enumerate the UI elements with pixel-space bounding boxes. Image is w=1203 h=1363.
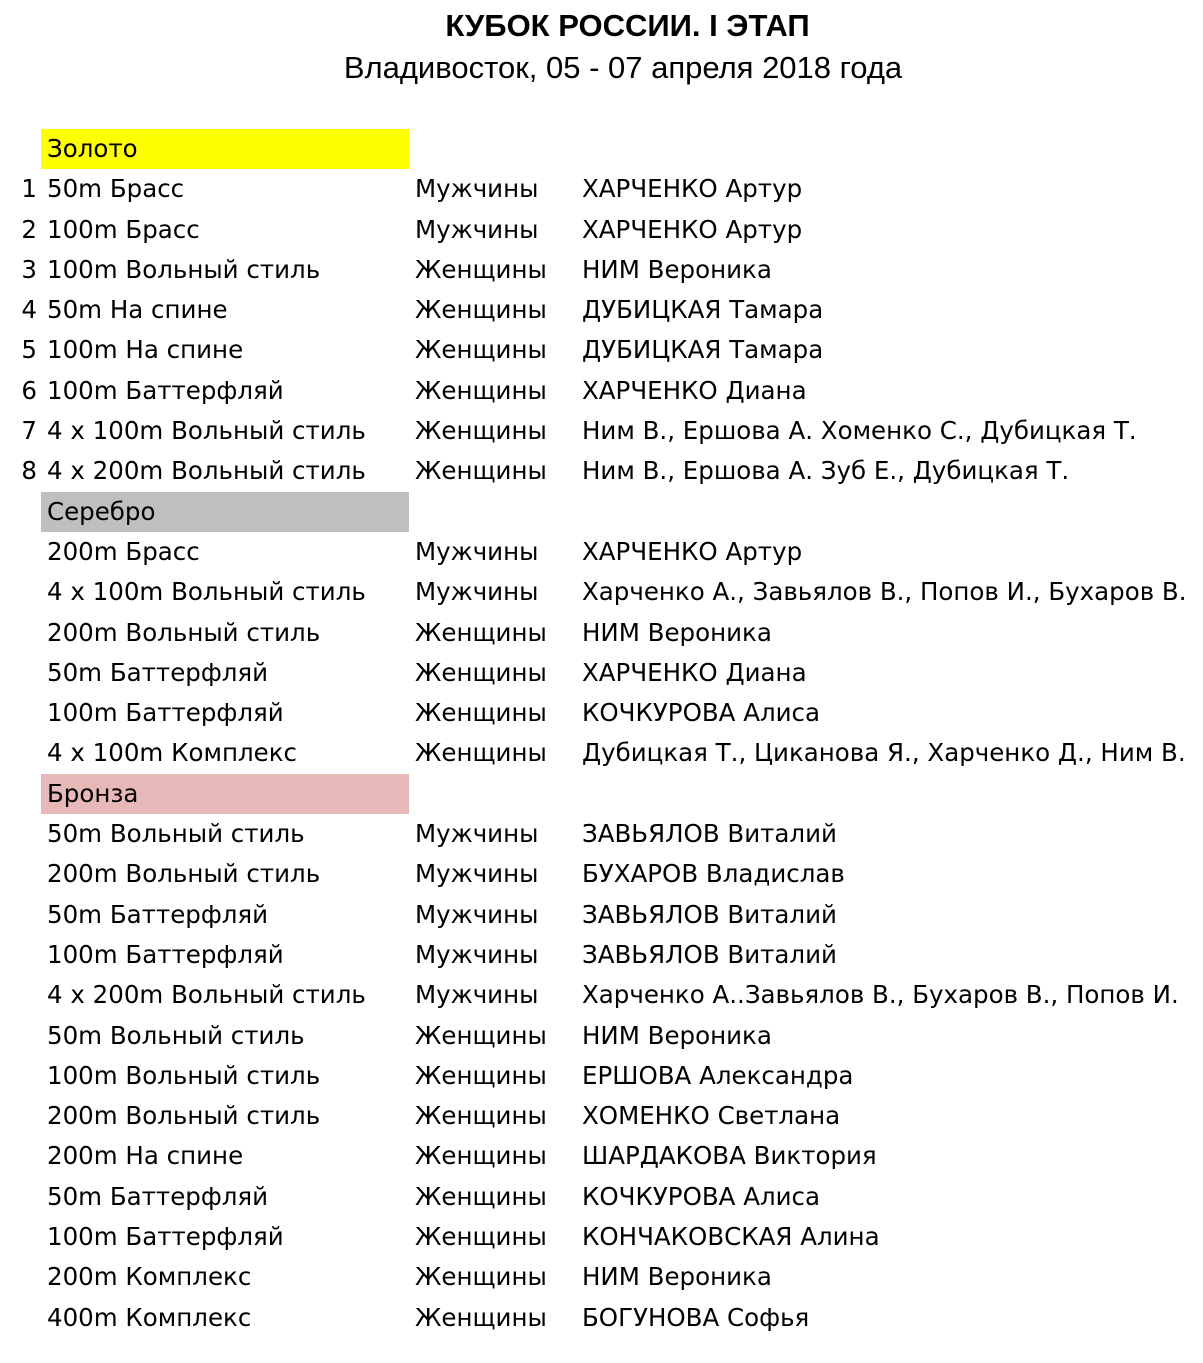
bronze-result-row bbox=[0, 895, 1203, 935]
athlete-name: ХАРЧЕНКО Диана bbox=[582, 375, 807, 405]
gender-category: Мужчины bbox=[415, 174, 539, 204]
athlete-name: Ним В., Ершова А. Зуб Е., Дубицкая Т. bbox=[582, 456, 1070, 486]
gender-category: Женщины bbox=[415, 335, 547, 365]
event-name: 200m Комплекс bbox=[47, 1262, 252, 1292]
gender-category: Женщины bbox=[415, 617, 547, 647]
bronze-result-row bbox=[0, 1056, 1203, 1096]
row-number: 4 bbox=[21, 295, 37, 325]
gender-category: Мужчины bbox=[415, 859, 539, 889]
athlete-name: НИМ Вероника bbox=[582, 254, 772, 284]
silver-result-row bbox=[0, 653, 1203, 693]
athlete-name: ЗАВЬЯЛОВ Виталий bbox=[582, 899, 837, 929]
event-name: 100m Вольный стиль bbox=[47, 1060, 321, 1090]
gender-category: Женщины bbox=[415, 1101, 547, 1131]
row-number: 5 bbox=[21, 335, 37, 365]
event-name: 400m Комплекс bbox=[47, 1302, 252, 1332]
silver-medal-label: Серебро bbox=[41, 492, 409, 532]
gold-result-row bbox=[0, 330, 1203, 370]
bronze-result-row bbox=[0, 935, 1203, 975]
gender-category: Женщины bbox=[415, 1262, 547, 1292]
event-name: 100m Баттерфляй bbox=[47, 375, 284, 405]
row-number: 8 bbox=[21, 456, 37, 486]
athlete-name: Ним В., Ершова А. Хоменко С., Дубицкая Т. bbox=[582, 416, 1137, 446]
athlete-name: НИМ Вероника bbox=[582, 617, 772, 647]
silver-section-header bbox=[0, 492, 1203, 532]
event-name: 200m Вольный стиль bbox=[47, 617, 321, 647]
silver-result-row bbox=[0, 572, 1203, 612]
gender-category: Мужчины bbox=[415, 214, 539, 244]
athlete-name: КОНЧАКОВСКАЯ Алина bbox=[582, 1222, 880, 1252]
athlete-name: ХАРЧЕНКО Артур bbox=[582, 536, 803, 566]
gender-category: Женщины bbox=[415, 416, 547, 446]
athlete-name: КОЧКУРОВА Алиса bbox=[582, 1181, 821, 1211]
gender-category: Женщины bbox=[415, 1181, 547, 1211]
athlete-name: ЗАВЬЯЛОВ Виталий bbox=[582, 819, 837, 849]
gold-section-header bbox=[0, 129, 1203, 169]
gender-category: Женщины bbox=[415, 375, 547, 405]
athlete-name: ДУБИЦКАЯ Тамара bbox=[582, 295, 824, 325]
bronze-result-row bbox=[0, 1016, 1203, 1056]
event-name: 100m Брасс bbox=[47, 214, 200, 244]
athlete-name: ЕРШОВА Александра bbox=[582, 1060, 854, 1090]
gender-category: Мужчины bbox=[415, 577, 539, 607]
bronze-section-header bbox=[0, 774, 1203, 814]
event-name: 100m На спине bbox=[47, 335, 244, 365]
gold-result-row bbox=[0, 371, 1203, 411]
event-name: 50m Вольный стиль bbox=[47, 1020, 305, 1050]
silver-result-row bbox=[0, 532, 1203, 572]
gender-category: Женщины bbox=[415, 254, 547, 284]
row-number: 3 bbox=[21, 254, 37, 284]
gold-result-row bbox=[0, 210, 1203, 250]
event-name: 100m Баттерфляй bbox=[47, 939, 284, 969]
gold-result-row bbox=[0, 250, 1203, 290]
athlete-name: ХАРЧЕНКО Артур bbox=[582, 174, 803, 204]
athlete-name: ДУБИЦКАЯ Тамара bbox=[582, 335, 824, 365]
gold-result-row bbox=[0, 451, 1203, 491]
gender-category: Женщины bbox=[415, 1141, 547, 1171]
gold-result-row bbox=[0, 411, 1203, 451]
event-name: 100m Вольный стиль bbox=[47, 254, 321, 284]
event-name: 200m Вольный стиль bbox=[47, 859, 321, 889]
gender-category: Женщины bbox=[415, 1060, 547, 1090]
event-name: 50m Баттерфляй bbox=[47, 1181, 269, 1211]
row-number: 1 bbox=[21, 174, 37, 204]
athlete-name: БОГУНОВА Софья bbox=[582, 1302, 810, 1332]
event-name: 50m Баттерфляй bbox=[47, 899, 269, 929]
event-name: 200m Вольный стиль bbox=[47, 1101, 321, 1131]
event-name: 4 x 100m Вольный стиль bbox=[47, 577, 366, 607]
athlete-name: ХОМЕНКО Светлана bbox=[582, 1101, 841, 1131]
gender-category: Женщины bbox=[415, 698, 547, 728]
athlete-name: БУХАРОВ Владислав bbox=[582, 859, 845, 889]
event-name: 4 x 200m Вольный стиль bbox=[47, 980, 366, 1010]
event-name: 50m Вольный стиль bbox=[47, 819, 305, 849]
gender-category: Женщины bbox=[415, 295, 547, 325]
gender-category: Мужчины bbox=[415, 980, 539, 1010]
athlete-name: НИМ Вероника bbox=[582, 1262, 772, 1292]
event-name: 100m Баттерфляй bbox=[47, 698, 284, 728]
gender-category: Женщины bbox=[415, 1302, 547, 1332]
bronze-result-row bbox=[0, 814, 1203, 854]
gold-result-row bbox=[0, 290, 1203, 330]
silver-result-row bbox=[0, 693, 1203, 733]
gender-category: Женщины bbox=[415, 738, 547, 768]
silver-result-row bbox=[0, 733, 1203, 773]
athlete-name: ЗАВЬЯЛОВ Виталий bbox=[582, 939, 837, 969]
event-name: 200m Брасс bbox=[47, 536, 200, 566]
gender-category: Женщины bbox=[415, 456, 547, 486]
athlete-name: ХАРЧЕНКО Артур bbox=[582, 214, 803, 244]
gold-medal-label: Золото bbox=[41, 129, 409, 169]
athlete-name: КОЧКУРОВА Алиса bbox=[582, 698, 821, 728]
gender-category: Мужчины bbox=[415, 819, 539, 849]
page-subtitle: Владивосток, 05 - 07 апреля 2018 года bbox=[343, 50, 903, 85]
results-table bbox=[0, 129, 1203, 1338]
bronze-result-row bbox=[0, 1136, 1203, 1176]
bronze-result-row bbox=[0, 1217, 1203, 1257]
bronze-medal-label: Бронза bbox=[41, 774, 409, 814]
silver-result-row bbox=[0, 613, 1203, 653]
gender-category: Женщины bbox=[415, 657, 547, 687]
event-name: 50m На спине bbox=[47, 295, 228, 325]
gender-category: Мужчины bbox=[415, 536, 539, 566]
athlete-name: Харченко А..Завьялов В., Бухаров В., Попов И. bbox=[582, 980, 1179, 1010]
row-number: 2 bbox=[21, 214, 37, 244]
gold-result-row bbox=[0, 169, 1203, 209]
bronze-result-row bbox=[0, 1257, 1203, 1297]
athlete-name: ШАРДАКОВА Виктория bbox=[582, 1141, 877, 1171]
event-name: 4 x 100m Комплекс bbox=[47, 738, 297, 768]
page-title: КУБОК РОССИИ. I ЭТАП bbox=[445, 8, 810, 43]
athlete-name: Харченко А., Завьялов В., Попов И., Бухаров В. bbox=[582, 577, 1187, 607]
gender-category: Мужчины bbox=[415, 899, 539, 929]
gender-category: Мужчины bbox=[415, 939, 539, 969]
row-number: 6 bbox=[21, 375, 37, 405]
event-name: 100m Баттерфляй bbox=[47, 1222, 284, 1252]
bronze-result-row bbox=[0, 975, 1203, 1015]
gender-category: Женщины bbox=[415, 1222, 547, 1252]
event-name: 50m Баттерфляй bbox=[47, 657, 269, 687]
athlete-name: ХАРЧЕНКО Диана bbox=[582, 657, 807, 687]
event-name: 200m На спине bbox=[47, 1141, 244, 1171]
bronze-result-row bbox=[0, 854, 1203, 894]
event-name: 4 x 100m Вольный стиль bbox=[47, 416, 366, 446]
event-name: 4 x 200m Вольный стиль bbox=[47, 456, 366, 486]
athlete-name: НИМ Вероника bbox=[582, 1020, 772, 1050]
row-number: 7 bbox=[21, 416, 37, 446]
bronze-result-row bbox=[0, 1177, 1203, 1217]
bronze-result-row bbox=[0, 1096, 1203, 1136]
bronze-result-row bbox=[0, 1298, 1203, 1338]
gender-category: Женщины bbox=[415, 1020, 547, 1050]
event-name: 50m Брасс bbox=[47, 174, 185, 204]
athlete-name: Дубицкая Т., Циканова Я., Харченко Д., Ним В. bbox=[582, 738, 1186, 768]
